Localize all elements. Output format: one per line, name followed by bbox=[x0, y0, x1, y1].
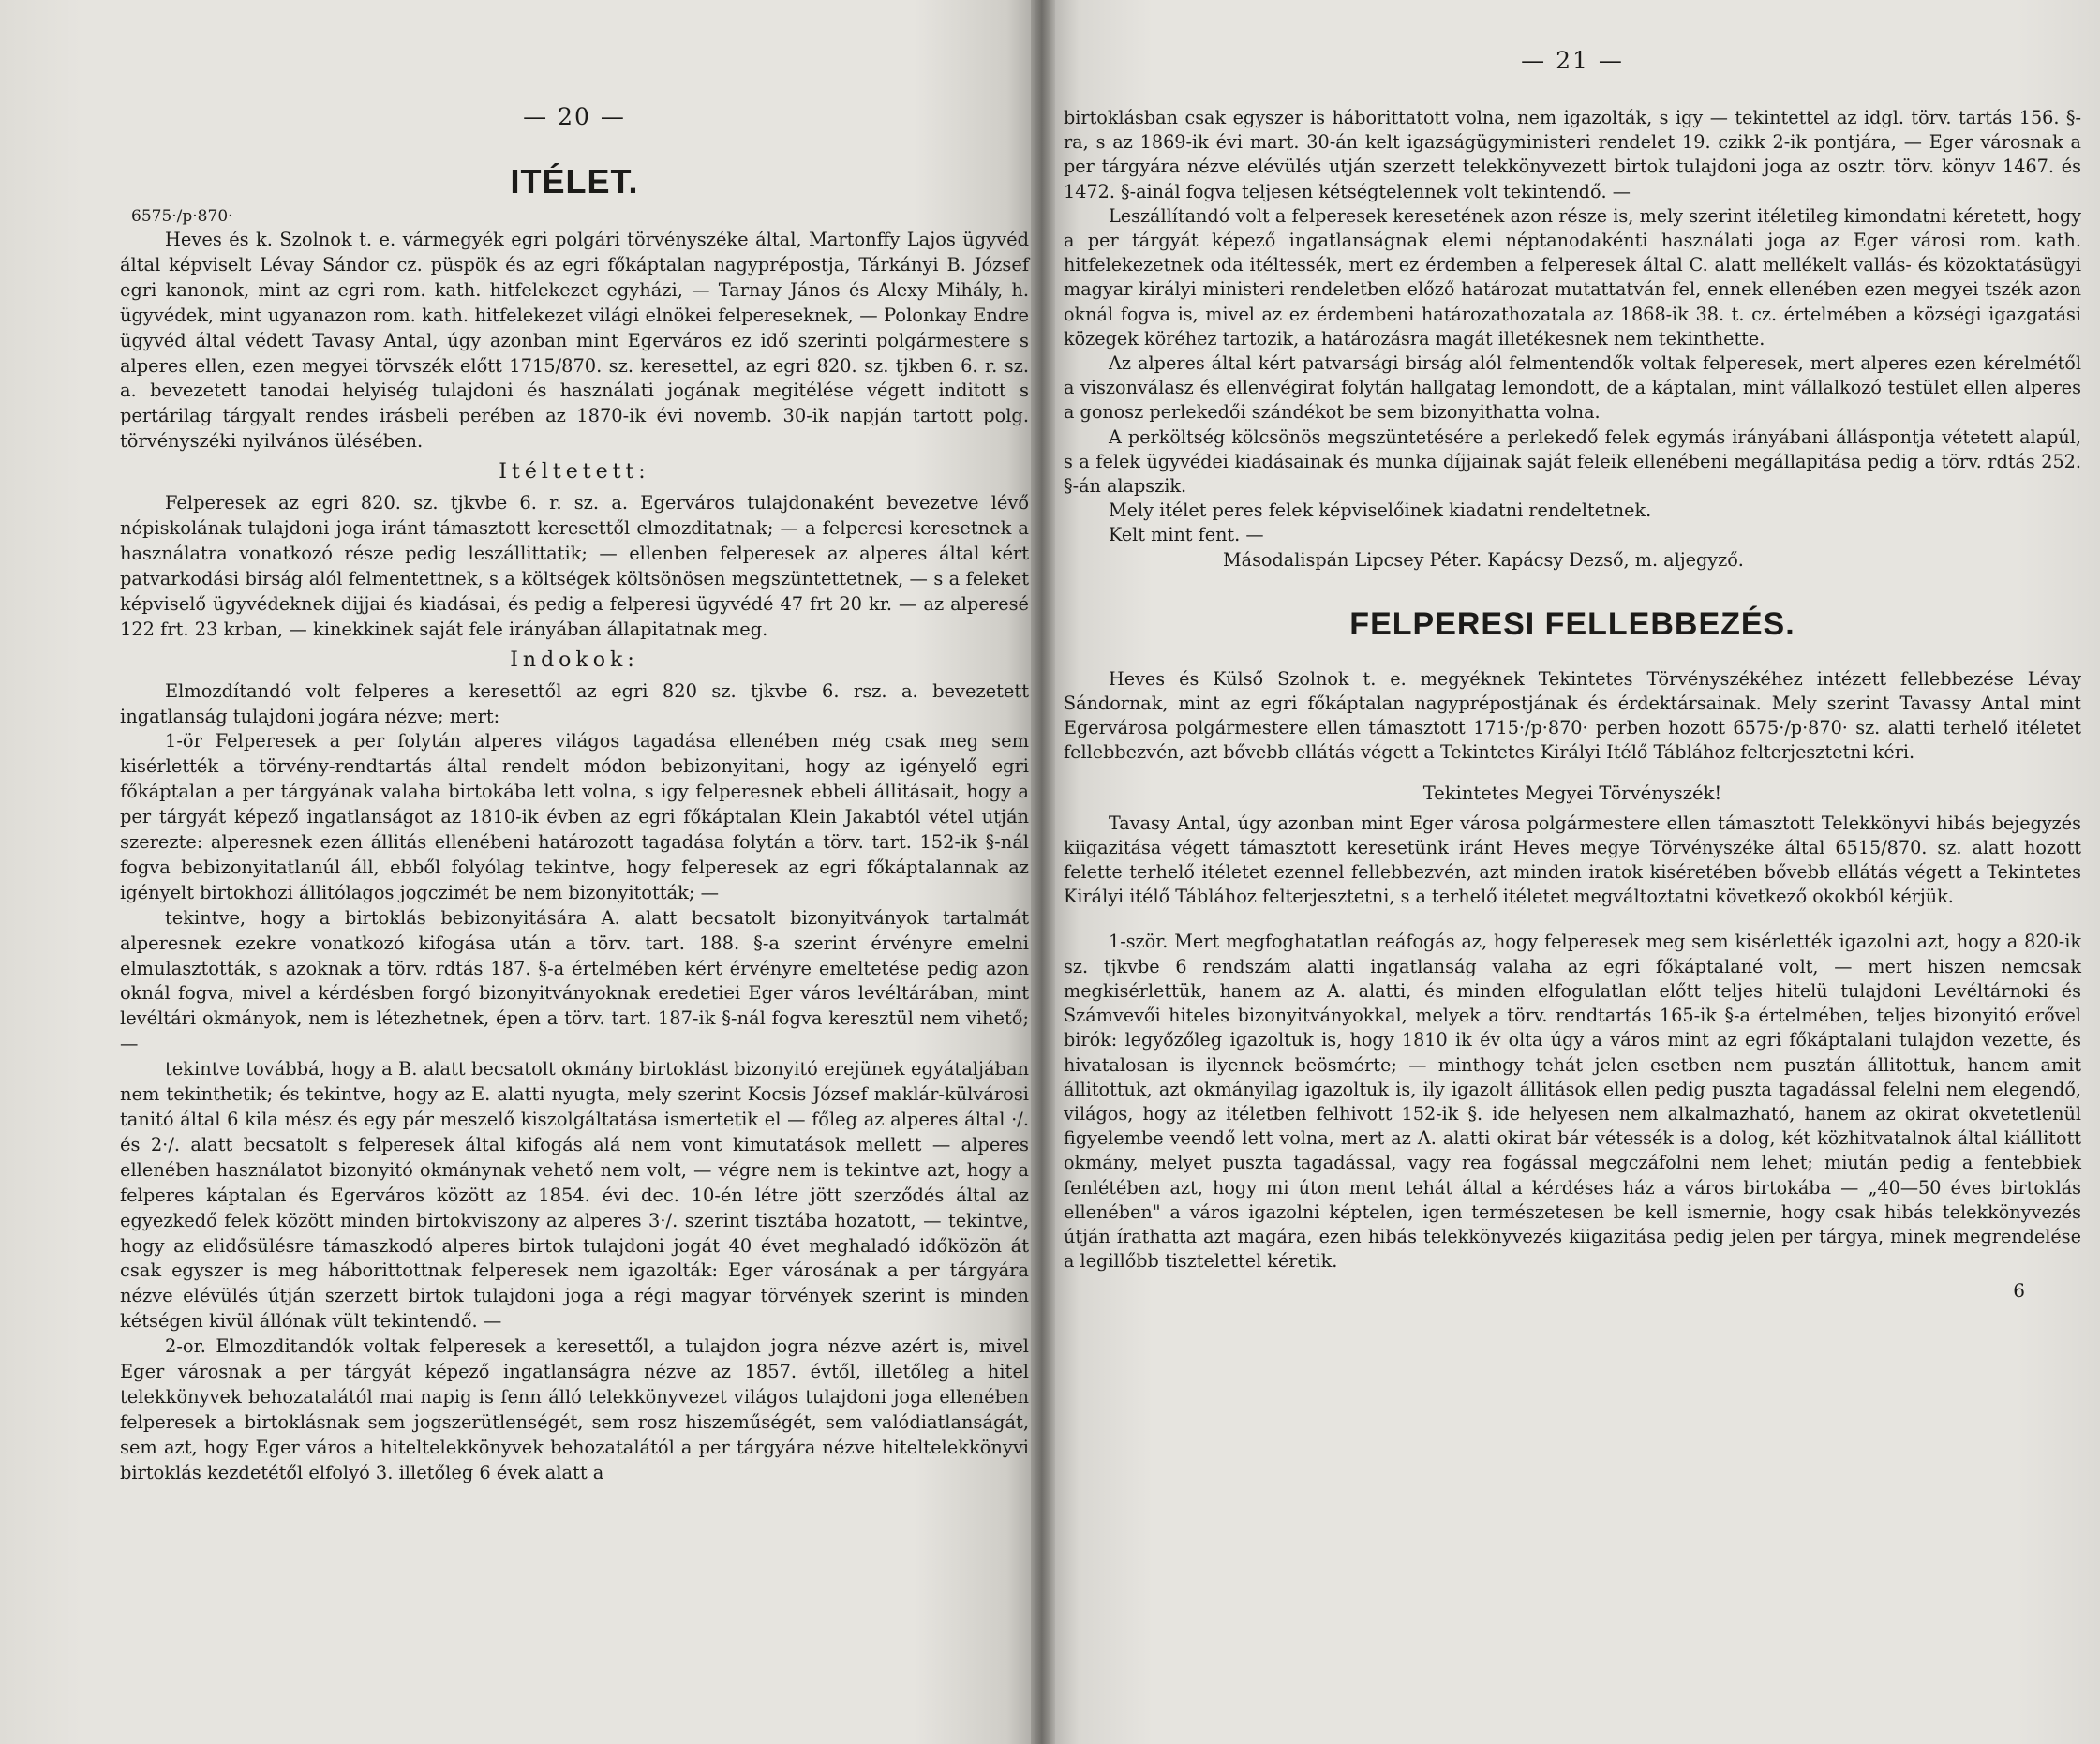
sheet-mark: 6 bbox=[2013, 1279, 2025, 1303]
signature-line: Másodalispán Lipcsey Péter. Kapácsy Dezső, m. aljegyző. bbox=[1223, 548, 1744, 571]
judgment-paragraph: A perköltség kölcsönös megszüntetésére a perlekedő felek egymás irányábani álláspontja vétetett alapúl, s a felek ügyvédei kiadásainak és munka díjjainak saját feleik ellenébeni megállapitása pedig a törv. rdtás 252. §-án alapszik. bbox=[1064, 425, 2081, 498]
salutation: Tekintetes Megyei Törvényszék! bbox=[1422, 782, 1722, 804]
judgment-paragraph: birtoklásban csak egyszer is háborittatott volna, nem igazolták, s igy — tekintettel az idgl. törv. tartás 156. §-ra, s az 1869-ik évi mart. 30-án kelt igazságügyministeri rendelet 19. czikk 2-ik pontjára, — Eger városnak a per tárgyára nézve elévülés utján szerzett telekkönyvezett birtok tulajdoni joga az osztr. törv. könyv 1467. és 1472. §-ainál fogva teljesen kétségtelennek volt tekintendő. — bbox=[1064, 107, 2081, 202]
verdict-paragraph: Felperesek az egri 820. sz. tjkvbe 6. r. sz. a. Egerváros tulajdonaként bevezetve lévő népiskolának tulajdoni joga iránt támasztott keresettől elmozditatnak; — a felperesi keresetnek a használatra vonatkozó része pedig leszállittatik; — ellenben felperesek az alperes által kért patvarkodási birság alól felmentettnek, s a költségek költsönösen megszüntettetnek, — s a feleket képviselő ügyvédeknek dijjai és kiadásai, és pedig a felperesi ügyvédé 47 frt 20 kr. — az alperesé 122 frt. 23 krban, — kinekkinek saját fele irányában állapitatnak meg. bbox=[120, 492, 1029, 640]
reason-paragraph: 2-or. Elmozditandók voltak felperesek a keresettől, a tulajdon jogra nézve azért is, mivel Eger városnak a per tárgyát képező ingatlanságra nézve az 1857. évtől, illetőleg a hitel telekkönyvek behozatalától mai napig is fenn álló telekkönyvezet világos tulajdoni joga ellenében felperesek a birtoklásnak sem jogszerütlenségét, sem rosz hiszeműségét, sem valódiatlanságát, sem azt, hogy Eger város a hiteltelekkönyvek behozatalától a per tárgyára nézve hiteltelekkönyvi birtoklás kezdetétől elfolyó 3. illetőleg 6 évek alatt a bbox=[120, 1335, 1029, 1483]
iteltetett-heading: Itéltetett: bbox=[499, 460, 650, 484]
reason-paragraph: tekintve továbbá, hogy a B. alatt becsatolt okmány birtoklást bizonyitó erejünek egyátaljában nem tekinthetik; és tekintve, hogy az E. alatti nyugta, mely szerint Kocsis József maklár-külvárosi tanitó által 6 kila mész és egy pár meszelő kiszolgáltatása ismertetik el — főleg az alperes által ·/. és 2·/. alatt becsatolt s felperesek által kifogás alá nem vont kimutatások mellett — alperes ellenében használatot bizonyitó okmánynak vehető nem volt, — végre nem is tekintve azt, hogy a felperes káptalan és Egerváros között az 1854. évi dec. 10-én létre jött szerződés által az egyezkedő felek között minden birtokviszony az alperes 3·/. szerint tisztába hozatott, — tekintve, hogy az elidősülésre támaszkodó alperes birtok tulajdoni jogát 40 évet meghaladó időközön át csak egyszer is meg háborittottnak felperesek nem igazolták: Eger városának a per tárgyára nézve elévülés útján szerzett birtok tulajdoni joga a régi magyar törvények szerint is minden kétségen kivül állónak vült tekintendő. — bbox=[120, 1058, 1029, 1333]
appeal-intro: Heves és Külső Szolnok t. e. megyéknek Tekintetes Törvényszékéhez intézett fellebbezése Lévay Sándornak, mint az egri főkáptalan nagyprépostjának és érdektársainak. Mely szerint Tavassy Antal mint Egervárosa polgármestere ellen támasztott 1715·/p·870· perben hozott 6575·/p·870· sz. alatti terhelő itéletet fellebbezvén, azt bővebb ellátás végett a Tekintetes Királyi Itélő Táblához felterjesztetni kéri. bbox=[1064, 667, 2081, 764]
judgment-paragraph: Mely itélet peres felek képviselőinek kiadatni rendeltetnek. bbox=[1109, 499, 1652, 522]
itelet-heading: ITÉLET. bbox=[510, 162, 639, 201]
page-number-left: — 20 — bbox=[523, 103, 626, 130]
reason-paragraph: tekintve, hogy a birtoklás bebizonyitására A. alatt becsatolt bizonyitványok tartalmát alperesnek ezekre vonatkozó kifogása után a törv. tart. 188. §-a szerint érvényre emelni elmulasztották, s azoknak a törv. rdtás 187. §-a értelmében kért érvényre emeltetése pedig azon oknál fogva, mivel a kérdésben forgó bizonyitványoknak eredetiei Eger város levéltárában, mint levéltári okmányok, nem is létezhetnek, épen a törv. tart. 187-ik §-nál fogva keresztül nem vihető; — bbox=[120, 906, 1029, 1055]
reason-paragraph: Elmozdítandó volt felperes a keresettől az egri 820 sz. tjkvbe 6. rsz. a. bevezetett ingatlanság tulajdoni jogára nézve; mert: bbox=[120, 679, 1029, 727]
left-page bbox=[0, 0, 1038, 1744]
book-gutter bbox=[1031, 0, 1055, 1744]
right-page bbox=[1048, 0, 2100, 1744]
indokok-heading: Indokok: bbox=[510, 648, 639, 672]
reason-paragraph: 1-ör Felperesek a per folytán alperes világos tagadása ellenében még csak meg sem kisérlették a törvény-rendtartás által rendelt módon bebizonyitani, hogy az igényelő egri főkáptalan a per tárgyának valaha birtokába lett volna, s igy felperesnek ebbeli állitásait, hogy a per tárgyát képező ingatlanságot az 1810-ik évben az egri főkáptalan Klein Jakabtól vétel utján szerezte: alperesnek ezen állitás ellenébeni határozott tagadása folytán a törv. tart. 152-ik §-nál fogva bebizonyitatlanúl áll, ebből folyólag tekintve, hogy felperesek az egri főkáptalannak az igényelt birtokhozi állitólagos jogczimét be nem bizonyitották; — bbox=[120, 730, 1029, 903]
section-gap bbox=[1064, 909, 2081, 930]
judgment-paragraph: Kelt mint fent. — bbox=[1109, 524, 1264, 546]
appeal-heading: FELPERESI FELLEBBEZÉS. bbox=[1349, 605, 1795, 642]
case-number: 6575·/p·870· bbox=[131, 207, 233, 226]
appeal-body: Tavasy Antal, úgy azonban mint Eger városa polgármestere ellen támasztott Telekkönyvi hibás bejegyzés kiigazitása végett támasztott keresetünk iránt Heves megye Törvényszéke által 6515/870. sz. alatt hozott felette terhelő itéletet ezennel fellebbezvén, azt minden iratok kiséretében bővebb ellátás végett a Tekintetes Királyi itélő Táblához felterjesztetni, s a terhelő itéletet megváltoztatni következő okokból kérjük. bbox=[1064, 812, 2081, 908]
judgment-paragraph: Leszállítandó volt a felperesek keresetének azon része is, mely szerint itéletileg kimondatni kéretett, hogy a per tárgyát képező ingatlanságnak elemi néptanodakénti használati joga az Eger városi rom. kath. hitfelekezetnek oda itéltessék, mert ez érdemben a felperesek által C. alatt mellékelt vallás- és közoktatásügyi magyar királyi ministeri rendeletben előző határozat mutattatván fel, ennek ellenében ezen megyei tszék azon oknál fogva is, mivel az ez érdembeni határozathozatala az 1868-ik 38. t. cz. értelmében a községi igazgatási közegek köréhez tartozik, a határozásra magát illetékesnek nem tekinthette. bbox=[1064, 204, 2081, 350]
page-number-right: — 21 — bbox=[1521, 47, 1624, 74]
appeal-point: 1-ször. Mert megfoghatatlan reáfogás az, hogy felperesek meg sem kisérlették igazolni azt, hogy a 820-ik sz. tjkvbe 6 rendszám alatti ingatlanság valaha az egri főkáptalané volt, — mert hiszen nemcsak megkisérlettük, hanem az A. alatti, és minden elfogulatlan előtt teljes hitelü tulajdoni Levéltárnoki és Számvevői hiteles bizonyitványokkal, melyek a törv. rendtartás 165-ik §-a értelmében, teljes bizonyitó erővel birók: legyőzőleg igazoltuk is, hogy 1810 ik év olta úgy a város mint az egri főkáptalani tulajdon vezette, és hivatalosan is ilyennek beösmérte; — minthogy tehát jelen esetben nem pusztán állitottuk, hanem amit állitottuk, azt okmányilag igazoltuk is, ily igazolt állitások ellen pedig puszta tagadással felelni nem elegendő, világos, hogy az itéletben felhivott 152-ik §. ide helyesen nem alkalmazható, hanem az okirat okvetetlenül figyelembe veendő lett volna, mert az A. alatti okirat bár vétessék is a dolog, két közhitvatalnok által kiállitott okmány, melyet puszta tagadással, vagy rea fogással megczáfolni nem lehet; miután pedig a fentebbiek fenlétében azt, hogy mi úton ment tehát által a kérdéses ház a város birtokába — „40—50 éves birtoklás ellenében" a város igazolni képtelen, igen természetesen be kell ismernie, hogy csak hibás telekkönyvezés útján írathatta azt magára, ezen hibás telekkönyvezés kiigazitása pedig jelen per tárgya, minek megrendelése a legillőbb tisztelettel kéretik. bbox=[1064, 931, 2081, 1273]
judgment-paragraph: Az alperes által kért patvarsági birság alól felmentendők voltak felperesek, mert alperes ezen kérelmétől a viszonválasz és ellenvégirat folytán hallgatag lemondott, de a káptalan, mint vállalkozó testület ellen alperes a gonosz perlekedői szándékot be sem bizonyithatta volna. bbox=[1064, 352, 2081, 424]
intro-paragraph: Heves és k. Szolnok t. e. vármegyék egri polgári törvényszéke által, Martonffy Lajos ügyvéd által képviselt Lévay Sándor cz. püspök és az egri főkáptalan nagyprépostja, Tárkányi B. József egri kanonok, mint az egri rom. kath. hitfelekezet egyházi, — Tarnay János és Alexy Mihály, h. ügyvédek, mint ugyanazon rom. kath. hitfelekezet világi elnökei felpereseknek, — Polonkay Endre ügyvéd által védett Tavasy Antal, úgy azonban mint Egerváros ez idő szerinti polgármestere s alperes ellen, ezen megyei törvszék előtt 1715/870. sz. keresettel, az egri 820. sz. tjkben 6. r. sz. a. bevezetett tanodai helyiség tulajdoni és használati jogának megitélése végett inditott s pertárilag tárgyalt rendes irásbeli perében az 1870-ik évi novemb. 30-ik napján tartott polg. törvényszéki nyilvános ülésében. bbox=[120, 229, 1029, 453]
